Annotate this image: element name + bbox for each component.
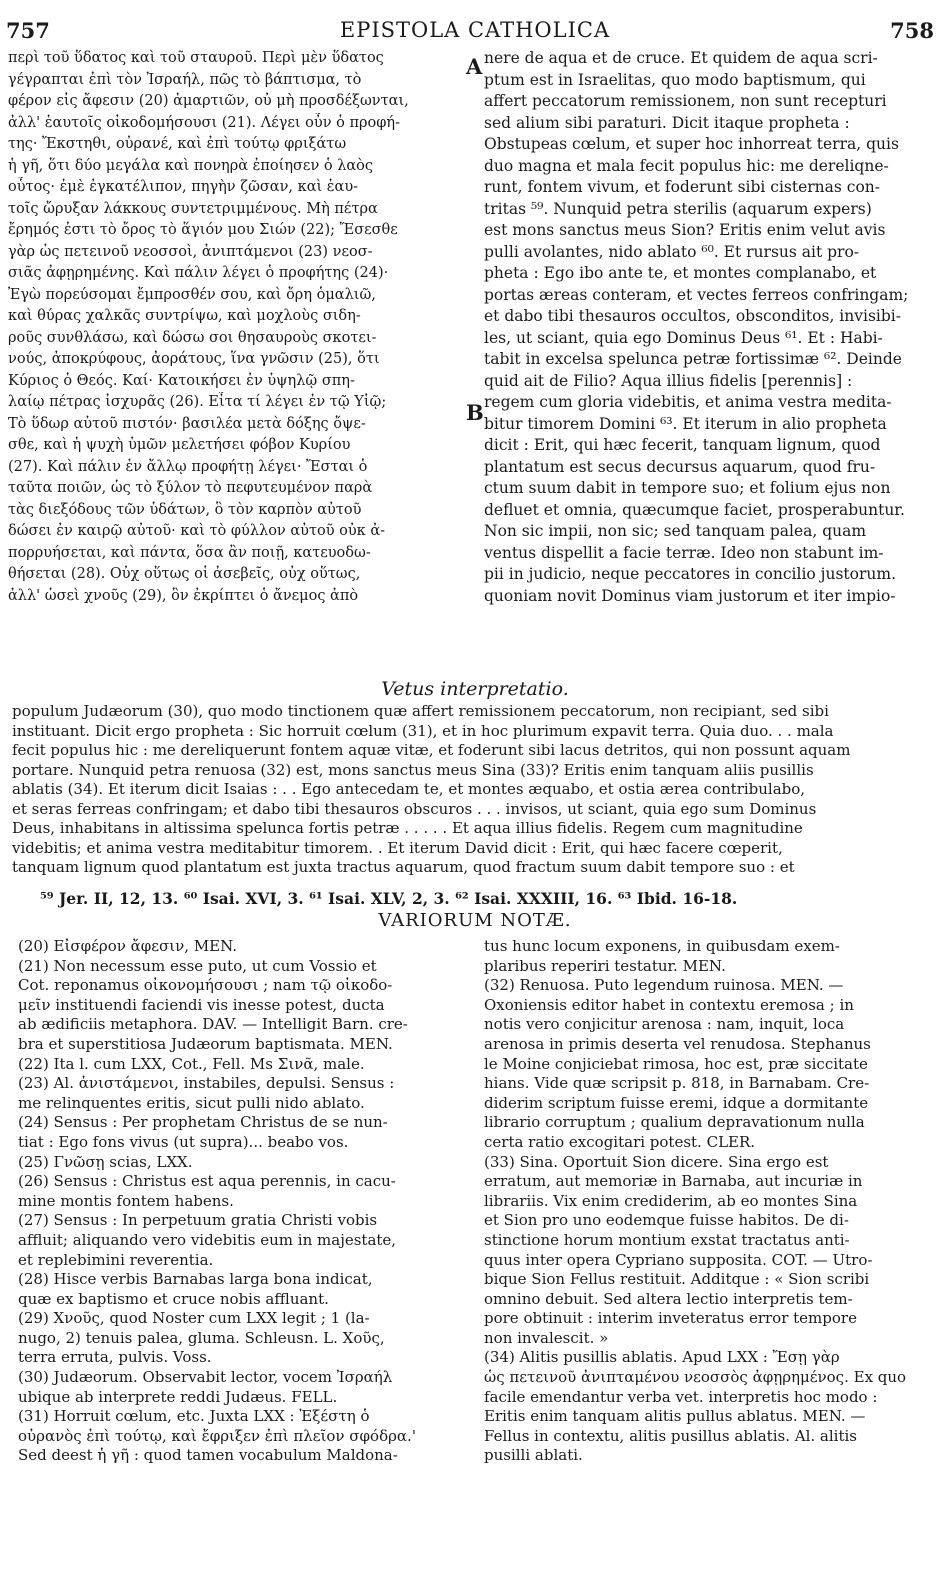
vetus-text-line: et seras ferreas confringam; et dabo tibi thesauros obscuros . . . invisos, ut sciant, quia ego sum Dominus [12, 799, 817, 818]
note-line: stinctione horum montium exstat tractatus anti- [484, 1230, 850, 1249]
note-line: Cot. reponamus οἰκονομήσουσι ; nam τῷ οἰκοδο- [18, 976, 393, 995]
note-line: et replebimini reverentia. [18, 1250, 214, 1269]
vetus-text-line: instituant. Dicit ergo propheta : Sic horruit cœlum (31), et in hoc plurimum expavit terra. Quia duo. . . mala [12, 721, 834, 740]
variorum-notae-heading: VARIORUM NOTÆ. [378, 910, 572, 931]
latin-text-line: plantatum est secus decursus aquarum, quod fru- [484, 457, 876, 476]
latin-text-line: portas æreas conteram, et vectes ferreos confringam; [484, 285, 909, 304]
latin-text-line: nere de aqua et de cruce. Et quidem de aqua scri- [484, 49, 878, 67]
note-line: Sed deest ἡ γῆ : quod tamen vocabulum Maldona- [18, 1446, 398, 1465]
note-line: pusilli ablati. [484, 1446, 583, 1465]
greek-text-line: Ἐγὼ πορεύσομαι ἔμπροσθέν σου, καὶ ὄρη ὁμαλιῶ, [8, 286, 376, 303]
greek-text-line: σθε, καὶ ἡ ψυχὴ ὑμῶν μελετήσει φόβον Κυρίου [8, 437, 351, 453]
note-line: hians. Vide quæ scripsit p. 818, in Barnabam. Cre- [484, 1074, 870, 1093]
note-line: librariis. Vix enim crediderim, ab eo montes Sina [484, 1191, 858, 1210]
note-line: (23) Al. ἀνιστάμενοι, instabiles, depulsi. Sensus : [18, 1074, 395, 1093]
vetus-text-line: fecit populus hic : me dereliquerunt fontem aquæ vitæ, et foderunt sibi lacus detritos, qui non possunt aquam [12, 741, 851, 759]
page-number-left: 757 [6, 18, 50, 43]
note-line: (34) Alitis pusillis ablatis. Apud LXX : Ἔσῃ γὰρ [484, 1348, 840, 1367]
greek-text-line: δώσει ἐν καιρῷ αὐτοῦ· καὶ τὸ φύλλον αὐτοῦ οὐκ ἀ- [8, 523, 386, 539]
note-line: terra erruta, pulvis. Voss. [18, 1348, 212, 1367]
greek-text-line: τοῖς ὤρυξαν λάκκους συντετριμμένους. Μὴ πέτρα [8, 200, 378, 217]
note-line: Fellus in contextu, alitis pusillus ablatis. Al. alitis [484, 1426, 857, 1445]
latin-text-line: pulli avolantes, nido ablato ⁶⁰. Et rursus ait pro- [484, 242, 860, 261]
note-line: Eritis enim tanquam alitis pullus ablatus. MEN. — [484, 1407, 866, 1426]
latin-text-line: affert peccatorum remissionem, non sunt recepturi [484, 92, 887, 110]
note-line: μεῖν instituendi faciendi vis inesse potest, ducta [18, 995, 385, 1014]
greek-text-line: ταῦτα ποιῶν, ὡς τὸ ξύλον τὸ πεφυτευμένον παρὰ [8, 480, 373, 496]
latin-text-line: ventus dispellit a facie terræ. Ideo non stabunt im- [484, 543, 884, 562]
note-line: οὐρανὸς ἐπὶ τούτῳ, καὶ ἔφριξεν ἐπὶ πλεῖον σφόδρα.' [18, 1426, 416, 1445]
note-line: affluit; aliquando vero videbitis eum in majestate, [18, 1230, 397, 1249]
note-line: et Sion pro uno eodemque fuisse habitos. De di- [484, 1211, 849, 1230]
greek-text-line: (27). Καὶ πάλιν ἐν ἄλλῳ προφήτῃ λέγει· Ἔσται ὁ [8, 458, 368, 475]
page-number-right: 758 [890, 18, 934, 43]
margin-marker-b: B [466, 400, 484, 425]
latin-text-line: est mons sanctus meus Sion? Eritis enim velut avis [484, 221, 886, 239]
note-line: plaribus reperiri testatur. MEN. [484, 956, 726, 975]
notes-left-column [18, 937, 468, 1567]
greek-text-line: φέρον εἰς ἄφεσιν (20) ἁμαρτιῶν, οὐ μὴ προσδέξωνται, [8, 93, 409, 109]
note-line: mine montis fontem habens. [18, 1191, 234, 1210]
latin-text-column [484, 48, 938, 680]
greek-text-line: λαίῳ πέτρας ἰσχυρᾶς (26). Εἶτα τί λέγει ἐν τῷ Υἱῷ; [8, 394, 387, 410]
greek-text-line: περὶ τοῦ ὕδατος καὶ τοῦ σταυροῦ. Περὶ μὲν ὕδατος [8, 50, 384, 66]
greek-text-line: ἀλλ' ὡσεὶ χνοῦς (29), ὃν ἐκρίπτει ὁ ἄνεμος ἀπὸ [8, 587, 359, 604]
latin-text-line: pheta : Ego ibo ante te, et montes complanabo, et [484, 264, 877, 282]
note-line: tus hunc locum exponens, in quibusdam exem- [484, 937, 840, 955]
note-line: (25) Γνῶσῃ scias, LXX. [18, 1152, 193, 1171]
note-line: librario corruptum ; qualium depravationum nulla [484, 1113, 865, 1132]
greek-text-line: γὰρ ὡς πετεινοῦ νεοσσοὶ, ἀνιπτάμενοι (23) νεοσ- [8, 243, 373, 260]
vetus-text-line: videbitis; et anima vestra meditabitur timorem. . Et iterum David dicit : Erit, qui hæc facere cœperit, [12, 838, 783, 857]
note-line: omnino debuit. Sed altera lectio interpretis tem- [484, 1289, 853, 1308]
greek-text-line: Τὸ ὕδωρ αὐτοῦ πιστόν· βασιλέα μετὰ δόξης ὄψε- [8, 415, 366, 432]
note-line: Oxoniensis editor habet in contextu eremosa ; in [484, 995, 854, 1014]
note-line: (28) Hisce verbis Barnabas larga bona indicat, [18, 1270, 373, 1289]
note-line: (24) Sensus : Per prophetam Christus de se nun- [18, 1113, 388, 1132]
greek-text-line: σιᾶς ἀφῃρημένης. Καὶ πάλιν λέγει ὁ προφήτης (24)· [8, 265, 389, 281]
vetus-text-line: tanquam lignum quod plantatum est juxta tractus aquarum, quod fractum suum dabit tempore suo : et [12, 858, 795, 876]
latin-text-line: ctum suum dabit in tempore suo; et folium ejus non [484, 479, 891, 497]
latin-text-line: les, ut sciant, quia ego Dominus Deus ⁶¹. Et : Habi- [484, 328, 883, 347]
note-line: non invalescit. » [484, 1328, 609, 1347]
latin-text-line: ptum est in Israelitas, quo modo baptismum, qui [484, 70, 866, 89]
greek-text-line: τὰς διεξόδους τῶν ὑδάτων, ὃ τὸν καρπὸν αὐτοῦ [8, 501, 362, 518]
greek-text-line: ἀλλ' ἑαυτοῖς οἰκοδομήσουσι (21). Λέγει οὖν ὁ προφή- [8, 114, 401, 131]
note-line: tiat : Ego fons vivus (ut supra)... beabo vos. [18, 1132, 349, 1151]
latin-text-line: defluet et omnia, quæcumque faciet, prosperabuntur. [484, 500, 905, 519]
note-line: facile emendantur verba vet. interpretis hoc modo : [484, 1387, 878, 1406]
note-line: (21) Non necessum esse puto, ut cum Vossio et [18, 956, 377, 975]
note-line: arenosa in primis deserta vel renudosa. Stephanus [484, 1034, 871, 1053]
notes-right-column [484, 937, 940, 1567]
latin-text-line: quoniam novit Dominus viam justorum et iter impio- [484, 586, 896, 605]
note-line: (33) Sina. Oportuit Sion dicere. Sina ergo est [484, 1152, 829, 1171]
greek-text-line: ἡ γῆ, ὅτι δύο μεγάλα καὶ πονηρὰ ἐποίησεν ὁ λαὸς [8, 157, 374, 174]
latin-text-line: Non sic impii, non sic; sed tanquam palea, quam [484, 522, 867, 540]
note-line: (22) Ita l. cum LXX, Cot., Fell. Ms Σινᾶ, male. [18, 1054, 365, 1073]
note-line: ὡς πετεινοῦ ἀνιπταμένου νεοσσὸς ἀφῃρημένος. Ex quo [484, 1368, 907, 1387]
note-line: pore obtinuit : interim inveteratus error tempore [484, 1309, 857, 1328]
note-line: ab ædificiis metaphora. DAV. — Intelligit Barn. cre- [18, 1015, 408, 1034]
greek-text-line: ἔρημός ἐστι τὸ ὄρος τὸ ἅγιόν μου Σιών (22); Ἔσεσθε [8, 222, 398, 238]
latin-text-line: tabit in excelsa spelunca petræ fortissimæ ⁶². Deinde [484, 350, 902, 368]
note-line: (32) Renuosa. Puto legendum ruinosa. MEN. — [484, 976, 844, 995]
note-line: bique Sion Fellus restituit. Additque : « Sion scribi [484, 1270, 870, 1289]
latin-text-line: duo magna et mala fecit populus hic: me dereliqne- [484, 156, 889, 175]
note-line: diderim scriptum fuisse eremi, idque a dormitante [484, 1093, 869, 1112]
note-line: le Moine conjiciebat rimosa, hoc est, præ siccitate [484, 1054, 868, 1073]
note-line: certa ratio excogitari potest. CLER. [484, 1132, 756, 1151]
latin-text-line: Obstupeas cœlum, et super hoc inhorreat terra, quis [484, 135, 899, 153]
greek-text-line: Κύριος ὁ Θεός. Καί· Κατοικήσει ἐν ὑψηλῷ σπη- [8, 372, 355, 389]
latin-text-line: et dabo tibi thesauros occultos, obsconditos, invisibi- [484, 307, 901, 325]
greek-text-line: γέγραπται ἐπὶ τὸν Ἰσραήλ, πῶς τὸ βάπτισμα, τὸ [8, 71, 362, 88]
note-line: me relinquentes eritis, sicut pulli nido ablato. [18, 1093, 365, 1112]
vetus-interpretatio-heading: Vetus interpretatio. [381, 678, 569, 700]
vetus-text-line: Deus, inhabitans in altissima spelunca fortis petræ . . . . . Et aqua illius fidelis. Regem cum magnitudine [12, 819, 803, 837]
latin-text-line: dicit : Erit, qui hæc fecerit, tanquam lignum, quod [484, 436, 881, 454]
greek-text-line: πορρυήσεται, καὶ πάντα, ὅσα ἂν ποιῇ, κατευοδω- [8, 544, 371, 561]
vetus-text-line: populum Judæorum (30), quo modo tinctionem quæ affert remissionem peccatorum, non recipiant, sed sibi [12, 702, 829, 720]
greek-text-column [8, 48, 464, 680]
note-line: (20) Εἰσφέρον ἄφεσιν, MEN. [18, 937, 238, 955]
greek-text-line: νούς, ἀποκρύφους, ἀοράτους, ἵνα γνῶσιν (25), ὅτι [8, 351, 380, 367]
latin-text-line: quid ait de Filio? Aqua illius fidelis [perennis] : [484, 371, 853, 390]
vetus-text-line: ablatis (34). Et iterum dicit Isaias : . . Ego antecedam te, et montes æquabo, et ostia ærea contribulabo, [12, 780, 806, 798]
note-line: ubique ab interprete reddi Judæus. FELL. [18, 1387, 338, 1406]
latin-text-line: bitur timorem Domini ⁶³. Et iterum in alio propheta [484, 414, 887, 433]
running-title: EPISTOLA CATHOLICA [339, 18, 611, 42]
note-line: (31) Horruit cœlum, etc. Juxta LXX : Ἐξέστη ὁ [18, 1407, 370, 1426]
vetus-interpretatio-text [12, 702, 940, 878]
note-line: (29) Χνοῦς, quod Noster cum LXX legit ; 1 (la- [18, 1309, 370, 1328]
latin-text-line: pii in judicio, neque peccatores in concilio justorum. [484, 565, 896, 583]
note-line: quæ ex baptismo et cruce nobis affluant. [18, 1289, 329, 1308]
greek-text-line: οὗτος· ἐμὲ ἐγκατέλιπον, πηγὴν ζῶσαν, καὶ ἑαυ- [8, 179, 359, 195]
greek-text-line: ροῦς συνθλάσω, καὶ δώσω σοι θησαυροὺς σκοτει- [8, 329, 377, 346]
latin-text-line: tritas ⁵⁹. Nunquid petra sterilis (aquarum expers) [484, 199, 872, 218]
page-header [0, 12, 950, 44]
note-line: (27) Sensus : In perpetuum gratia Christi vobis [18, 1211, 378, 1230]
latin-text-line: runt, fontem vivum, et foderunt sibi cisternas con- [484, 178, 881, 196]
latin-text-line: sed alium sibi paraturi. Dicit itaque propheta : [484, 113, 850, 132]
scripture-references: ⁵⁹ Jer. II, 12, 13. ⁶⁰ Isai. XVI, 3. ⁶¹ Isai. XLV, 2, 3. ⁶² Isai. XXXIII, 16. ⁶³ Ibid. 16-18. [40, 889, 738, 908]
greek-text-line: της· Ἔκστηθι, οὐρανέ, καὶ ἐπὶ τούτῳ φριξάτω [8, 136, 347, 152]
note-line: quus inter opera Cypriano supposita. COT. — Utro- [484, 1250, 873, 1269]
latin-text-line: regem cum gloria videbitis, et anima vestra medita- [484, 393, 892, 411]
margin-marker-a: A [466, 54, 483, 79]
note-line: bra et superstitiosa Judæorum baptismata. MEN. [18, 1034, 393, 1053]
note-line: erratum, aut memoriæ in Barnaba, aut incuriæ in [484, 1172, 863, 1191]
note-line: (26) Sensus : Christus est aqua perennis, in cacu- [18, 1172, 396, 1191]
note-line: (30) Judæorum. Observabit lector, vocem Ἰσραήλ [18, 1368, 393, 1387]
greek-text-line: θήσεται (28). Οὐχ οὕτως οἱ ἀσεβεῖς, οὐχ οὕτως, [8, 566, 361, 582]
note-line: notis vero conjicitur arenosa : nam, inquit, loca [484, 1015, 845, 1034]
greek-text-line: καὶ θύρας χαλκᾶς συντρίψω, καὶ μοχλοὺς σιδη- [8, 308, 361, 324]
note-line: nugo, 2) tenuis palea, gluma. Schleusn. L. Χοῦς, [18, 1328, 385, 1347]
vetus-text-line: portare. Nunquid petra renuosa (32) est, mons sanctus meus Sina (33)? Eritis enim tanquam aliis pusillis [12, 760, 814, 779]
